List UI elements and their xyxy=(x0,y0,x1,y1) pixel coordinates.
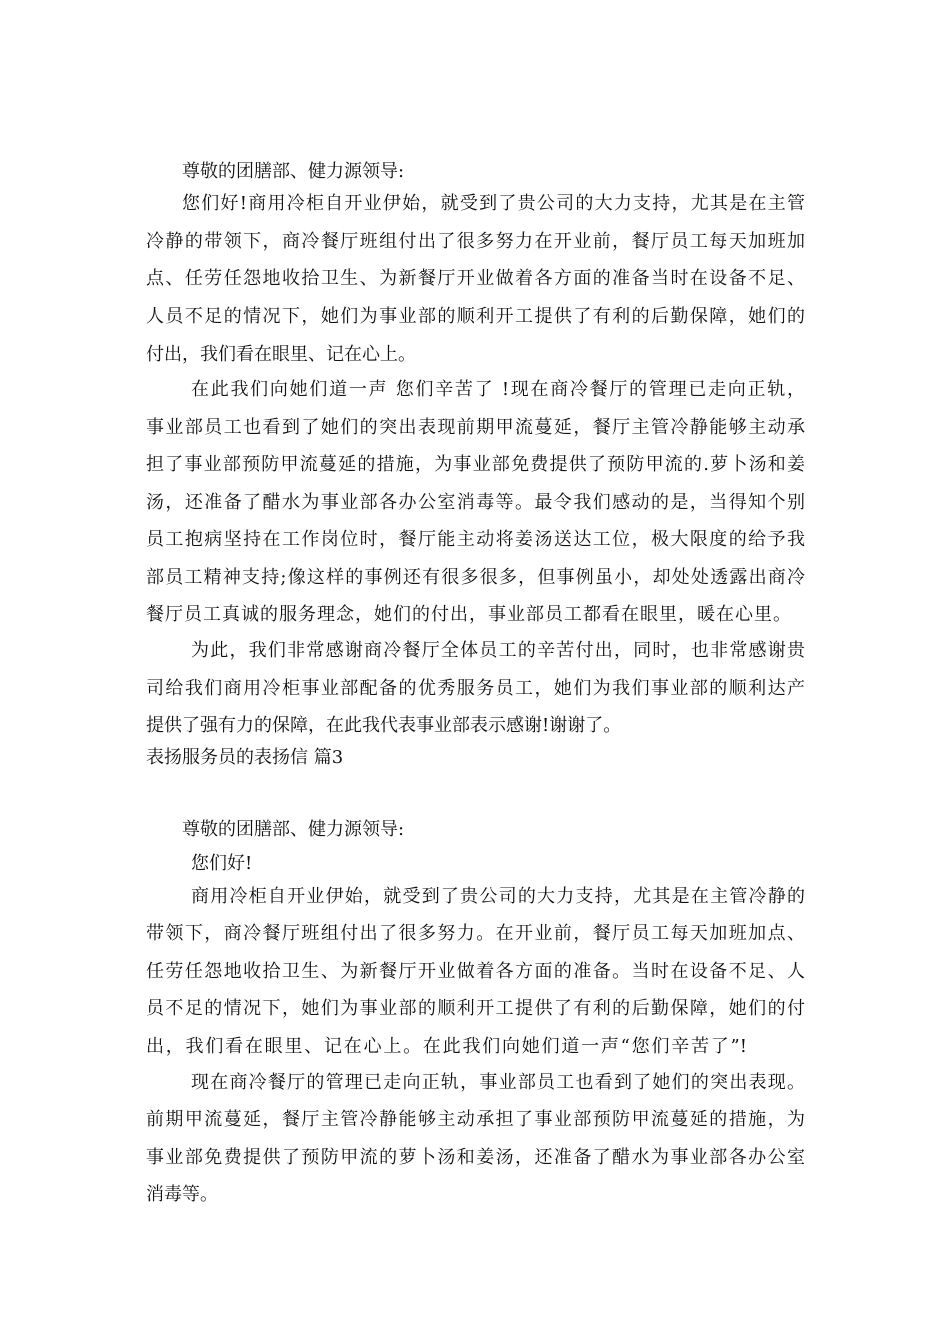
salutation: 尊敬的团膳部、健力源领导: xyxy=(182,819,405,840)
paragraph-line: 商用冷柜自开业伊始，就受到了贵公司的大力支持，尤其是在主管冷静的 xyxy=(191,886,805,907)
greeting: 您们好! xyxy=(191,853,253,874)
paragraph-line: 汤，还准备了醋水为事业部各办公室消毒等。最令我们感动的是，当得知个别 xyxy=(146,492,805,513)
paragraph-line: 员工抱病坚持在工作岗位时，餐厅能主动将姜汤送达工位，极大限度的给予我 xyxy=(146,529,805,550)
paragraph-line: 担了事业部预防甲流蔓延的措施，为事业部免费提供了预防甲流的.萝卜汤和姜 xyxy=(146,454,805,475)
paragraph-line: 现在商冷餐厅的管理已走向正轨，事业部员工也看到了她们的突出表现。 xyxy=(191,1072,805,1093)
paragraph-line: 餐厅员工真诚的服务理念，她们的付出，事业部员工都看在眼里，暖在心里。 xyxy=(146,604,791,625)
paragraph-line: 冷静的带领下，商冷餐厅班组付出了很多努力在开业前，餐厅员工每天加班加 xyxy=(146,231,805,252)
salutation: 尊敬的团膳部、健力源领导: xyxy=(182,161,405,182)
paragraph-line: 提供了强有力的保障，在此我代表事业部表示感谢!谢谢了。 xyxy=(146,715,622,736)
paragraph-line: 在此我们向她们道一声 您们辛苦了 !现在商冷餐厅的管理已走向正轨， xyxy=(191,379,805,400)
paragraph-line: 您们好!商用冷柜自开业伊始，就受到了贵公司的大力支持，尤其是在主管 xyxy=(182,193,805,214)
paragraph-line: 带领下，商冷餐厅班组付出了很多努力。在开业前，餐厅员工每天加班加点、 xyxy=(146,923,805,944)
paragraph-line: 部员工精神支持;像这样的事例还有很多很多，但事例虽小，却处处透露出商冷 xyxy=(146,567,805,588)
paragraph-line: 点、任劳任怨地收拾卫生、为新餐厅开业做着各方面的准备当时在设备不足、 xyxy=(146,268,805,289)
paragraph-line: 事业部员工也看到了她们的突出表现前期甲流蔓延，餐厅主管冷静能够主动承 xyxy=(146,417,805,438)
paragraph-line: 出，我们看在眼里、记在心上。在此我们向她们道一声“您们辛苦了”! xyxy=(146,1036,747,1057)
paragraph-line: 司给我们商用冷柜事业部配备的优秀服务员工，她们为我们事业部的顺利达产 xyxy=(146,678,805,699)
paragraph-line: 人员不足的情况下，她们为事业部的顺利开工提供了有利的后勤保障，她们的 xyxy=(146,306,805,327)
paragraph-line: 员不足的情况下，她们为事业部的顺利开工提供了有利的后勤保障，她们的付 xyxy=(146,998,805,1019)
paragraph-line: 付出，我们看在眼里、记在心上。 xyxy=(146,344,416,365)
paragraph-line: 任劳任怨地收拾卫生、为新餐厅开业做着各方面的准备。当时在设备不足、人 xyxy=(146,961,805,982)
paragraph-line: 为此，我们非常感谢商冷餐厅全体员工的辛苦付出，同时，也非常感谢贵 xyxy=(191,640,805,661)
paragraph-line: 事业部免费提供了预防甲流的萝卜汤和姜汤，还准备了醋水为事业部各办公室 xyxy=(146,1147,805,1168)
paragraph-line: 前期甲流蔓延，餐厅主管冷静能够主动承担了事业部预防甲流蔓延的措施，为 xyxy=(146,1109,805,1130)
section-title: 表扬服务员的表扬信 篇3 xyxy=(146,747,344,768)
paragraph-line: 消毒等。 xyxy=(146,1184,218,1205)
